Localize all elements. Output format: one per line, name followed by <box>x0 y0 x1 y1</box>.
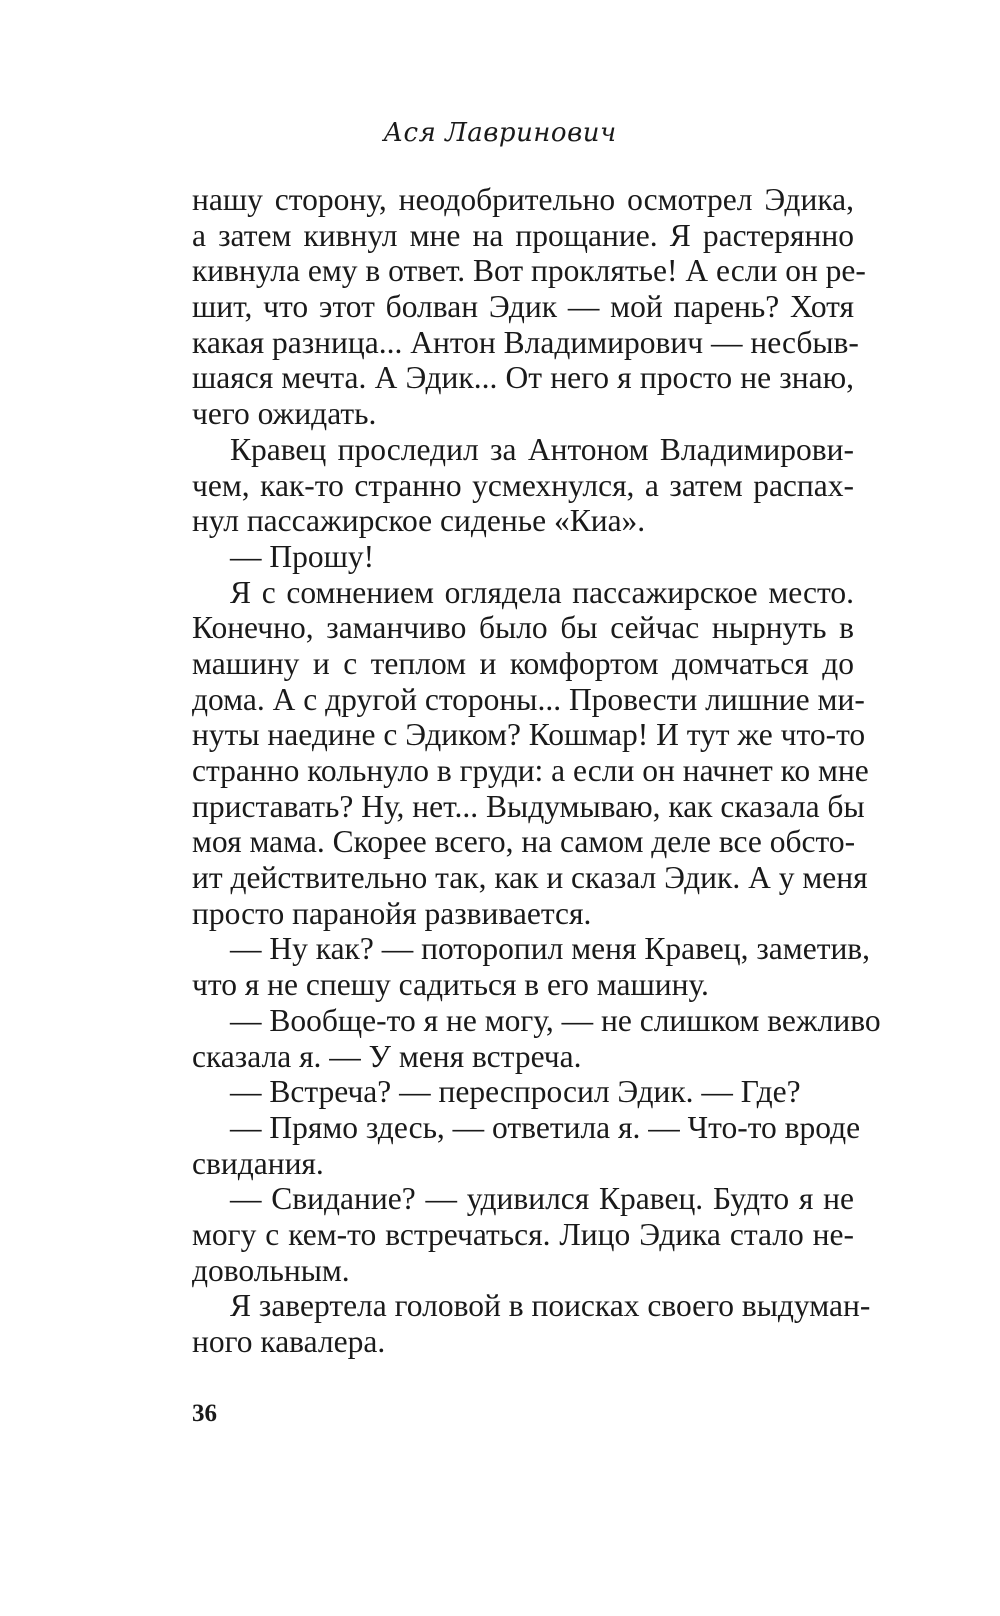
text-line: Кравец проследил за Антоном Владимирови- <box>230 431 854 467</box>
text-line: просто паранойя развивается. <box>192 895 592 931</box>
running-head-author: Ася Лавринович <box>383 118 617 148</box>
text-line: — Вообще-то я не могу, — не слишком вежливо <box>230 1002 881 1038</box>
text-line: — Ну как? — поторопил меня Кравец, заметив, <box>230 931 871 967</box>
text-line: что я не спешу садиться в его машину. <box>192 967 709 1003</box>
text-line: могу с кем-то встречаться. Лицо Эдика стало не- <box>192 1216 854 1252</box>
text-line: — Свидание? — удивился Кравец. Будто я не <box>230 1181 854 1217</box>
text-line: — Встреча? — переспросил Эдик. — Где? <box>230 1074 801 1110</box>
text-line: машину и с теплом и комфортом домчаться до <box>192 645 854 681</box>
page-number: 36 <box>192 1400 217 1427</box>
text-line: свидания. <box>192 1145 324 1181</box>
text-line: чем, как-то странно усмехнулся, а затем распах- <box>192 467 854 503</box>
text-line: ит действительно так, как и сказал Эдик. А у меня <box>192 860 868 896</box>
text-line: сказала я. — У меня встреча. <box>192 1038 582 1074</box>
text-line: — Прямо здесь, — ответила я. — Что-то вроде <box>230 1109 861 1145</box>
text-line: довольным. <box>192 1252 350 1288</box>
text-line: чего ожидать. <box>192 396 377 432</box>
text-line: приставать? Ну, нет... Выдумываю, как сказала бы <box>192 788 865 824</box>
text-line: Я завертела головой в поисках своего выдуман- <box>230 1288 871 1324</box>
text-line: нуты наедине с Эдиком? Кошмар! И тут же что-то <box>192 717 866 753</box>
text-line: какая разница... Антон Владимирович — несбыв- <box>192 324 859 360</box>
text-line: кивнула ему в ответ. Вот проклятье! А если он ре- <box>192 253 866 289</box>
text-line: нул пассажирское сиденье «Киа». <box>192 503 646 539</box>
text-line: шаяся мечта. А Эдик... От него я просто не знаю, <box>192 360 854 396</box>
text-line: нашу сторону, неодобрительно осмотрел Эдика, <box>192 182 854 217</box>
text-line: дома. А с другой стороны... Провести лишние ми- <box>192 681 865 717</box>
body-text <box>192 182 881 1360</box>
text-line: странно кольнуло в груди: а если он начнет ко мне <box>192 753 869 788</box>
text-line: — Прошу! <box>230 538 375 574</box>
text-line: Конечно, заманчиво было бы сейчас нырнуть в <box>192 610 854 646</box>
text-line: а затем кивнул мне на прощание. Я растерянно <box>192 217 854 253</box>
text-line: ного кавалера. <box>192 1324 386 1359</box>
text-line: моя мама. Скорее всего, на самом деле все обсто- <box>192 824 856 860</box>
text-line: шит, что этот болван Эдик — мой парень? Хотя <box>192 289 854 325</box>
text-line: Я с сомнением оглядела пассажирское место. <box>230 574 854 610</box>
